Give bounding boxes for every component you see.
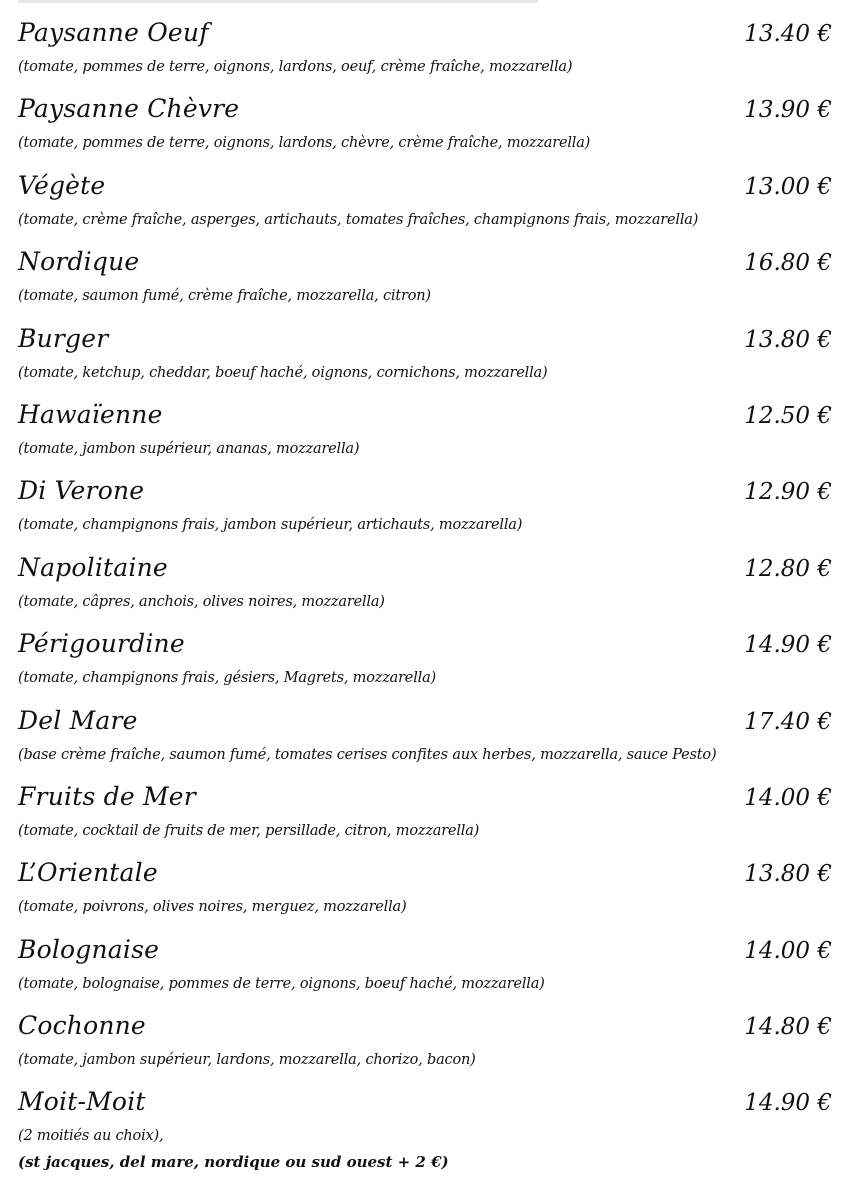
menu-item — [18, 163, 836, 239]
item-price: 17.40 € — [744, 708, 832, 735]
menu-item — [18, 468, 836, 544]
item-price: 13.00 € — [744, 173, 832, 200]
menu-item — [18, 850, 836, 926]
item-ingredients: (tomate, jambon supérieur, lardons, mozzarella, chorizo, bacon) — [18, 1052, 476, 1069]
menu-item — [18, 698, 836, 774]
menu-item-header — [18, 88, 836, 130]
pizza-menu — [18, 10, 836, 1172]
menu-item-header — [18, 165, 836, 207]
item-ingredients: (tomate, saumon fumé, crème fraîche, mozzarella, citron) — [18, 288, 431, 305]
item-ingredients: (tomate, poivrons, olives noires, merguez, mozzarella) — [18, 899, 407, 916]
menu-item-header — [18, 12, 836, 54]
item-ingredients: (tomate, champignons frais, gésiers, Magrets, mozzarella) — [18, 670, 436, 687]
item-ingredients: (tomate, jambon supérieur, ananas, mozzarella) — [18, 440, 360, 457]
item-supplement-note: (st jacques, del mare, nordique ou sud ouest + 2 €) — [18, 1153, 449, 1172]
item-ingredients: (tomate, cocktail de fruits de mer, persillade, citron, mozzarella) — [18, 822, 480, 839]
menu-item-header — [18, 318, 836, 360]
menu-item-header — [18, 394, 836, 436]
menu-item-header — [18, 700, 836, 742]
item-name: Hawaïenne — [18, 399, 163, 429]
item-ingredients: (2 moitiés au choix), — [18, 1128, 164, 1145]
menu-item — [18, 10, 836, 86]
item-price: 14.80 € — [744, 1014, 832, 1041]
menu-item-header — [18, 776, 836, 818]
item-price: 14.00 € — [744, 784, 832, 811]
menu-item-header — [18, 1005, 836, 1047]
item-name: Moit-Moit — [18, 1087, 146, 1117]
menu-item-header — [18, 470, 836, 512]
menu-item-header — [18, 1081, 836, 1123]
item-name: Burger — [18, 323, 109, 353]
item-ingredients: (tomate, pommes de terre, oignons, lardons, chèvre, crème fraîche, mozzarella) — [18, 135, 591, 152]
item-ingredients: (tomate, bolognaise, pommes de terre, oignons, boeuf haché, mozzarella) — [18, 975, 545, 992]
menu-item — [18, 239, 836, 315]
menu-item-header — [18, 547, 836, 589]
item-price: 12.50 € — [744, 402, 832, 429]
menu-item — [18, 621, 836, 697]
item-name: Nordique — [18, 247, 140, 277]
menu-item-header — [18, 623, 836, 665]
menu-item — [18, 927, 836, 1003]
item-price: 12.90 € — [744, 479, 832, 506]
item-name: Paysanne Oeuf — [18, 18, 209, 47]
menu-item — [18, 1079, 836, 1172]
item-price: 13.80 € — [744, 326, 832, 353]
menu-item — [18, 86, 836, 162]
menu-item-header — [18, 852, 836, 894]
item-name: Cochonne — [18, 1011, 146, 1041]
item-price: 13.80 € — [744, 861, 832, 888]
item-price: 14.90 € — [744, 632, 832, 659]
item-ingredients: (tomate, pommes de terre, oignons, lardons, oeuf, crème fraîche, mozzarella) — [18, 59, 573, 75]
menu-item-header — [18, 241, 836, 283]
item-name: Del Mare — [18, 705, 138, 735]
item-name: Fruits de Mer — [18, 781, 196, 811]
menu-item — [18, 774, 836, 850]
item-ingredients: (base crème fraîche, saumon fumé, tomates cerises confites aux herbes, mozzarella, sauce Pesto) — [18, 746, 717, 763]
item-price: 12.80 € — [744, 555, 832, 582]
item-name: Napolitaine — [18, 552, 168, 582]
menu-item-header — [18, 929, 836, 971]
item-price: 14.00 € — [744, 937, 832, 964]
menu-item — [18, 392, 836, 468]
item-name: Bolognaise — [18, 934, 160, 964]
item-name: L’Orientale — [18, 858, 158, 888]
item-name: Paysanne Chèvre — [18, 94, 240, 124]
item-ingredients: (tomate, câpres, anchois, olives noires, mozzarella) — [18, 593, 385, 610]
item-price: 13.90 € — [744, 97, 832, 124]
item-ingredients: (tomate, crème fraîche, asperges, artichauts, tomates fraîches, champignons frais, mozzarella) — [18, 211, 699, 228]
menu-item — [18, 316, 836, 392]
item-price: 13.40 € — [744, 21, 832, 47]
item-price: 14.90 € — [744, 1090, 832, 1117]
item-ingredients: (tomate, ketchup, cheddar, boeuf haché, oignons, cornichons, mozzarella) — [18, 364, 548, 381]
menu-item — [18, 545, 836, 621]
item-ingredients: (tomate, champignons frais, jambon supérieur, artichauts, mozzarella) — [18, 517, 523, 534]
menu-item — [18, 1003, 836, 1079]
item-name: Végète — [18, 170, 106, 200]
item-price: 16.80 € — [744, 250, 832, 277]
item-name: Di Verone — [18, 476, 145, 506]
top-rule — [18, 0, 538, 3]
item-name: Périgourdine — [18, 629, 185, 659]
